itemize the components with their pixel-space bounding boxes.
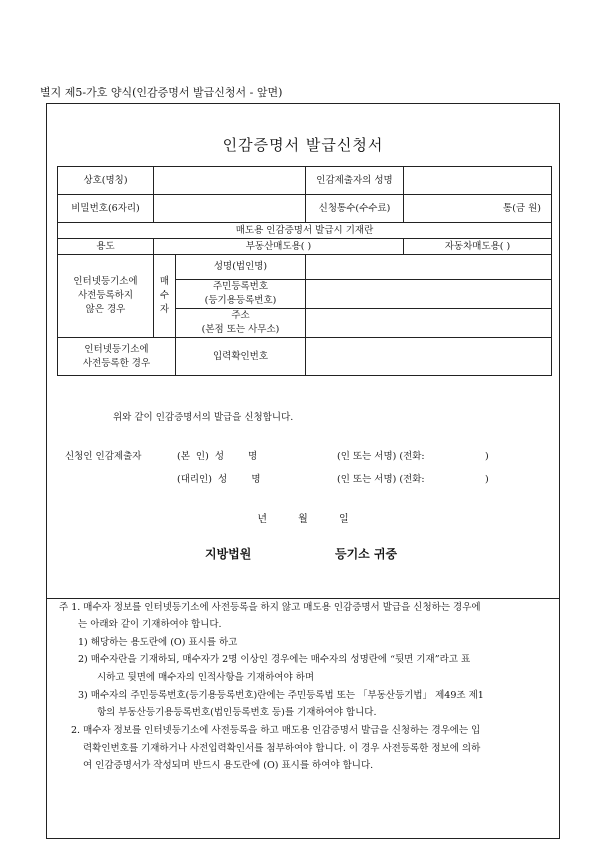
principal-sign-line: (인 또는 서명) (전화: ) — [337, 451, 489, 462]
note-line: 1) 해당하는 용도란에 (O) 표시를 하고 — [78, 637, 238, 648]
note-line: 시하고 뒷면에 매수자의 인적사항을 기재하여야 하며 — [97, 672, 314, 683]
copies-label: 신청통수(수수료) — [306, 195, 404, 223]
notes-section — [47, 598, 559, 840]
copies-fee-field[interactable]: 통(금 원) — [404, 195, 552, 223]
application-table — [57, 166, 552, 376]
submitter-name-field[interactable] — [404, 167, 552, 195]
password-label: 비밀번호(6자리) — [58, 195, 154, 223]
note-line: 2. 매수자 정보를 인터넷등기소에 사전등록을 하고 매도용 인감증명서 발급을 신청하는 경우에는 입 — [71, 725, 481, 736]
form-title: 인감증명서 발급신청서 — [222, 136, 384, 154]
registry-office: 등기소 귀중 — [335, 547, 398, 561]
form-caption: 별지 제5-가호 양식(인감증명서 발급신청서 - 앞면) — [40, 86, 283, 99]
usage-real-estate-option[interactable]: 부동산매도용( ) — [154, 239, 404, 255]
request-statement: 위와 같이 인감증명서의 발급을 신청합니다. — [113, 412, 294, 423]
proxy-name-line: (대리인) 성 명 — [177, 474, 261, 485]
registered-label: 인터넷등기소에 사전등록한 경우 — [58, 338, 176, 376]
note-line: 3) 매수자의 주민등록번호(등기용등록번호)란에는 주민등록법 또는 「부동산등기법」 제49조 제1 — [78, 690, 484, 701]
buyer-label: 매 수 자 — [154, 255, 176, 338]
buyer-reg-label: 주민등록번호 (등기용등록번호) — [176, 280, 306, 309]
buyer-name-label: 성명(법인명) — [176, 255, 306, 280]
password-field[interactable] — [154, 195, 306, 223]
usage-vehicle-option[interactable]: 자동차매도용( ) — [404, 239, 552, 255]
business-name-field[interactable] — [154, 167, 306, 195]
applicant-label: 신청인 인감제출자 — [65, 451, 142, 462]
sale-section-header: 매도용 인감증명서 발급시 기재란 — [58, 223, 552, 239]
note-line: 력확인번호를 기재하거나 사전입력확인서를 첨부하여야 합니다. 이 경우 사전등록한 정보에 의하 — [83, 743, 481, 754]
note-line: 여 인감증명서가 작성되며 반드시 용도란에 (O) 표시를 하여야 합니다. — [83, 760, 374, 771]
proxy-sign-line: (인 또는 서명) (전화: ) — [337, 474, 489, 485]
application-form — [46, 103, 560, 839]
buyer-name-field[interactable] — [306, 255, 552, 280]
buyer-address-field[interactable] — [306, 309, 552, 338]
note-line: 주 1. 매수자 정보를 인터넷등기소에 사전등록을 하지 않고 매도용 인감증명서 발급을 신청하는 경우에 — [59, 602, 481, 613]
confirm-number-field[interactable] — [306, 338, 552, 376]
principal-name-line: (본 인) 성 명 — [177, 451, 258, 462]
court-name: 지방법원 — [205, 547, 252, 561]
business-name-label: 상호(명칭) — [58, 167, 154, 195]
buyer-address-label: 주소 (본점 또는 사무소) — [176, 309, 306, 338]
note-line: 항의 부동산등기용등록번호(법인등록번호 등)를 기재하여야 합니다. — [97, 707, 377, 718]
submitter-name-label: 인감제출자의 성명 — [306, 167, 404, 195]
usage-label: 용도 — [58, 239, 154, 255]
note-line: 는 아래와 같이 기재하여야 합니다. — [78, 619, 222, 630]
note-line: 2) 매수자란을 기재하되, 매수자가 2명 이상인 경우에는 매수자의 성명란에 “뒷면 기재”라고 표 — [78, 654, 471, 665]
buyer-reg-field[interactable] — [306, 280, 552, 309]
date-line: 년 월 일 — [257, 514, 349, 525]
unregistered-label: 인터넷등기소에 사전등록하지 않은 경우 — [58, 255, 154, 338]
confirm-number-label: 입력확인번호 — [176, 338, 306, 376]
